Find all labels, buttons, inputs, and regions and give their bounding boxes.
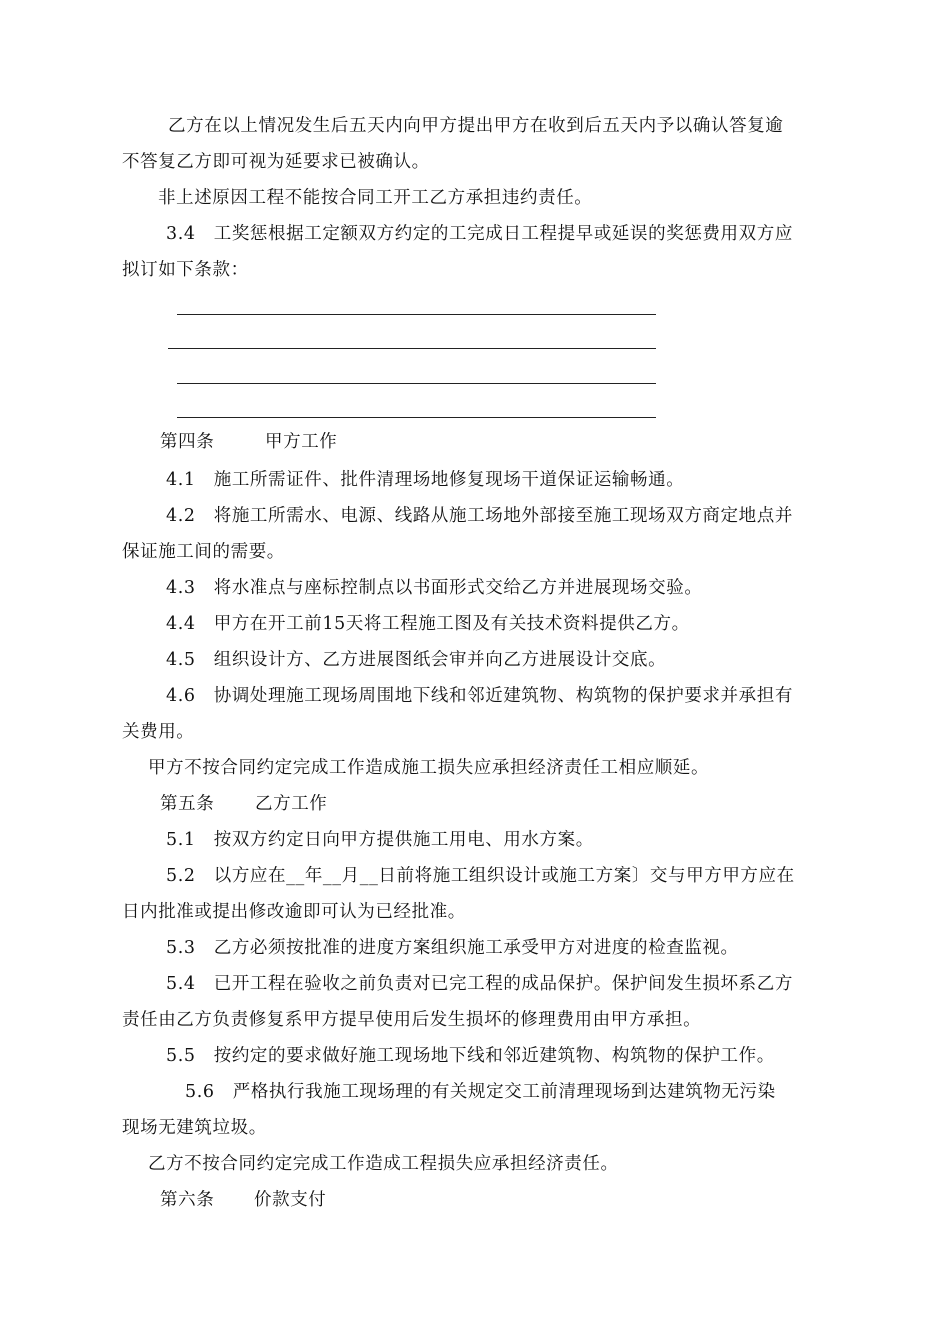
clause-line: 4.2 将施工所需水、电源、线路从施工场地外部接至施工现场双方商定地点并 <box>166 506 793 526</box>
clause-line: 5.3 乙方必须按批准的进度方案组织施工承受甲方对进度的检查监视。 <box>166 938 739 958</box>
clause-line: 5.4 已开工程在验收之前负责对已完工程的成品保护。保护间发生损坏系乙方 <box>166 974 793 994</box>
fill-in-blank-line <box>177 314 656 315</box>
clause-line: 5.2 以方应在__年__月__日前将施工组织设计或施工方案〕交与甲方甲方应在 <box>166 866 795 886</box>
clause-line: 责任由乙方负责修复系甲方提早使用后发生损坏的修理费用由甲方承担。 <box>122 1010 702 1030</box>
clause-line: 5.6 严格执行我施工现场理的有关规定交工前清理现场到达建筑物无污染 <box>185 1082 776 1102</box>
clause-line: 4.4 甲方在开工前15天将工程施工图及有关技术资料提供乙方。 <box>166 614 690 634</box>
clause-3-4-line: 3.4 工奖惩根据工定额双方约定的工完成日工程提早或延误的奖惩费用双方应 <box>166 224 793 244</box>
fill-in-blank-line <box>177 383 656 384</box>
clause-line: 4.3 将水准点与座标控制点以书面形式交给乙方并进展现场交验。 <box>166 578 703 598</box>
paragraph-line: 不答复乙方即可视为延要求已被确认。 <box>122 152 430 172</box>
clause-3-4-line: 拟订如下条款： <box>122 260 249 280</box>
clause-line: 日内批准或提出修改逾即可认为已经批准。 <box>122 902 466 922</box>
paragraph-line: 乙方在以上情况发生后五天内向甲方提出甲方在收到后五天内予以确认答复逾 <box>168 116 784 136</box>
article-title: 甲方工作 <box>265 432 338 452</box>
clause-line: 4.6 协调处理施工现场周围地下线和邻近建筑物、构筑物的保护要求并承担有 <box>166 686 793 706</box>
article-number: 第六条 <box>160 1190 215 1210</box>
fill-in-blank-line <box>168 348 656 349</box>
article-title: 价款支付 <box>254 1190 327 1210</box>
clause-line: 保证施工间的需要。 <box>122 542 285 562</box>
paragraph-line: 乙方不按合同约定完成工作造成工程损失应承担经济责任。 <box>148 1154 619 1174</box>
article-number: 第五条 <box>160 794 215 814</box>
article-title: 乙方工作 <box>255 794 328 814</box>
clause-line: 5.5 按约定的要求做好施工现场地下线和邻近建筑物、构筑物的保护工作。 <box>166 1046 775 1066</box>
paragraph-line: 甲方不按合同约定完成工作造成施工损失应承担经济责任工相应顺延。 <box>148 758 710 778</box>
clause-line: 现场无建筑垃圾。 <box>122 1118 267 1138</box>
article-number: 第四条 <box>160 432 215 452</box>
clause-line: 5.1 按双方约定日向甲方提供施工用电、用水方案。 <box>166 830 594 850</box>
fill-in-blank-line <box>177 417 656 418</box>
clause-line: 4.1 施工所需证件、批件清理场地修复现场干道保证运输畅通。 <box>166 470 685 490</box>
clause-line: 4.5 组织设计方、乙方进展图纸会审并向乙方进展设计交底。 <box>166 650 667 670</box>
paragraph-line: 非上述原因工程不能按合同工开工乙方承担违约责任。 <box>158 188 593 208</box>
clause-line: 关费用。 <box>122 722 195 742</box>
